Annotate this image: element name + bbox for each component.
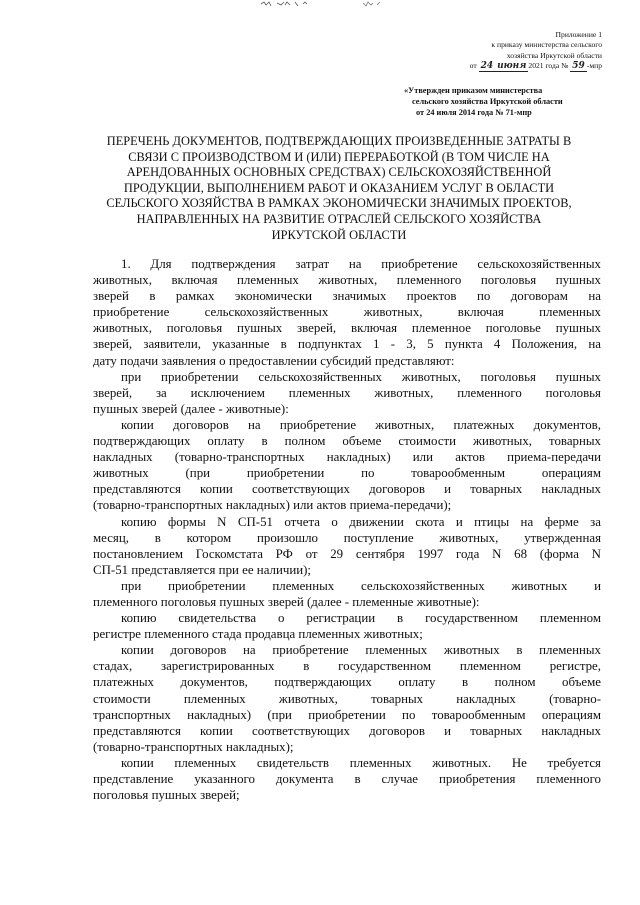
body-line: стадах, зарегистрированных в государственном племенном регистре,: [93, 659, 601, 674]
body-line: стоимости племенных животных, товарных накладных (товарно-: [93, 691, 601, 706]
body-line: приобретение сельскохозяйственных животных, включая племенных: [93, 305, 601, 320]
body-line: регистре племенного стада продавца племенных животных;: [93, 627, 423, 642]
appendix-header: [342, 30, 602, 72]
appendix-date-line: [342, 61, 602, 71]
body-line: поголовья пушных зверей;: [93, 788, 240, 803]
body-line: животных (при приобретении по товарообменным операциям: [93, 466, 601, 481]
title-line: ИРКУТСКОЙ ОБЛАСТИ: [271, 227, 407, 242]
body-line: копию формы N СП-51 отчета о движении скота и птицы на ферме за: [121, 514, 601, 529]
body-line: при приобретении племенных сельскохозяйственных животных и: [121, 578, 601, 593]
body-line: представление указанного документа в случае приобретения племенного: [93, 772, 601, 786]
body-line: транспортных накладных) (при приобретении по товарообменным операциям: [93, 707, 601, 722]
body-line: зверей в рамках экономически значимых проектов по договорам на: [93, 289, 601, 304]
body-line: копии договоров на приобретение племенных животных в племенных: [121, 643, 601, 658]
title-line: СВЯЗИ С ПРОИЗВОДСТВОМ И (ИЛИ) ПЕРЕРАБОТКОЙ (В ТОМ ЧИСЛЕ НА: [128, 149, 550, 164]
body-line: подтверждающих оплату в полном объеме стоимости животных, товарных: [93, 434, 601, 449]
body-line: (товарно-транспортных накладных);: [93, 739, 294, 754]
body-line: (товарно-транспортных накладных) или актов приема-передачи);: [93, 498, 452, 513]
body-line: СП-51 представляется при ее наличии);: [93, 562, 312, 577]
number-suffix: -мпр: [586, 61, 602, 71]
body-line: животных, включая племенных животных, племенного поголовья пушных: [93, 273, 601, 288]
body-line: племенного поголовья пушных зверей (далее - племенные животные):: [93, 594, 480, 609]
body-line: копии договоров на приобретение животных, платежных документов,: [121, 417, 601, 432]
title-line: ПРОДУКЦИИ, ВЫПОЛНЕНИЕМ РАБОТ И ОКАЗАНИЕМ УСЛУГ В ОБЛАСТИ: [123, 180, 555, 195]
handwritten-number: 59: [572, 61, 585, 72]
body-line: представляются копии соответствующих договоров и товарных накладных: [93, 723, 601, 738]
date-prefix: от: [469, 61, 477, 71]
approval-line-2: сельского хозяйства Иркутской области: [412, 97, 563, 106]
body-line: копии племенных свидетельств племенных животных. Не требуется: [121, 755, 601, 770]
body-line: месяц, в котором произошло поступление животных, утвержденная: [93, 530, 601, 545]
body-line: при приобретении сельскохозяйственных животных, поголовья пушных: [121, 369, 601, 384]
appendix-ministry: хозяйства Иркутской области: [506, 50, 602, 60]
body-line: пушных зверей (далее - животные):: [93, 401, 289, 416]
body-line: копию свидетельства о регистрации в государственном племенном: [121, 611, 601, 626]
title-line: ПЕРЕЧЕНЬ ДОКУМЕНТОВ, ПОДТВЕРЖДАЮЩИХ ПРОИЗВЕДЕННЫЕ ЗАТРАТЫ В: [106, 134, 572, 148]
date-year: 2021 года №: [528, 61, 569, 71]
approval-line-1: «Утвержден приказом министерства: [404, 86, 543, 95]
title-line: СЕЛЬСКОГО ХОЗЯЙСТВА В РАМКАХ ЭКОНОМИЧЕСКИ ЗНАЧИМЫХ ПРОЕКТОВ,: [106, 196, 572, 211]
appendix-label: Приложение 1: [555, 30, 602, 39]
approval-stamp-text: [404, 85, 614, 118]
body-line: дату подачи заявления о предоставлении субсидий представляют:: [93, 353, 455, 368]
approval-line-3: от 24 июля 2014 года № 71-мпр: [416, 108, 532, 117]
body-line: животных, поголовья пушных зверей, включая племенное поголовье пушных: [93, 321, 601, 336]
handwritten-day: 24: [480, 61, 494, 72]
body-line: платежных документов, подтверждающих оплату в полном объеме: [93, 675, 601, 690]
body-line: зверей, за исключением племенных животных, племенного поголовья: [93, 385, 601, 400]
appendix-order-ref: к приказу министерства сельского: [491, 40, 602, 50]
body-line: 1. Для подтверждения затрат на приобретение сельскохозяйственных: [121, 257, 601, 271]
handwritten-month: июня: [497, 61, 527, 72]
body-line: зверей, заявители, указанные в подпунктах 1 - 3, 5 пункта 4 Положения, на: [93, 337, 601, 352]
body-line: накладных (товарно-транспортных накладных) или актов приема-передачи: [93, 450, 601, 465]
title-line: АРЕНДОВАННЫХ ОСНОВНЫХ СРЕДСТВАХ) СЕЛЬСКОХОЗЯЙСТВЕННОЙ: [126, 165, 552, 180]
document-body: [93, 256, 601, 803]
scan-artifact-marks: [255, 0, 455, 10]
title-line: НАПРАВЛЕННЫХ НА РАЗВИТИЕ ОТРАСЛЕЙ СЕЛЬСКОГО ХОЗЯЙСТВА: [136, 211, 542, 226]
body-line: представляются копии соответствующих договоров и товарных накладных: [93, 482, 601, 497]
document-title: [88, 134, 590, 243]
body-line: постановлением Госкомстата РФ от 29 сентября 1997 года N 68 (форма N: [93, 546, 601, 561]
